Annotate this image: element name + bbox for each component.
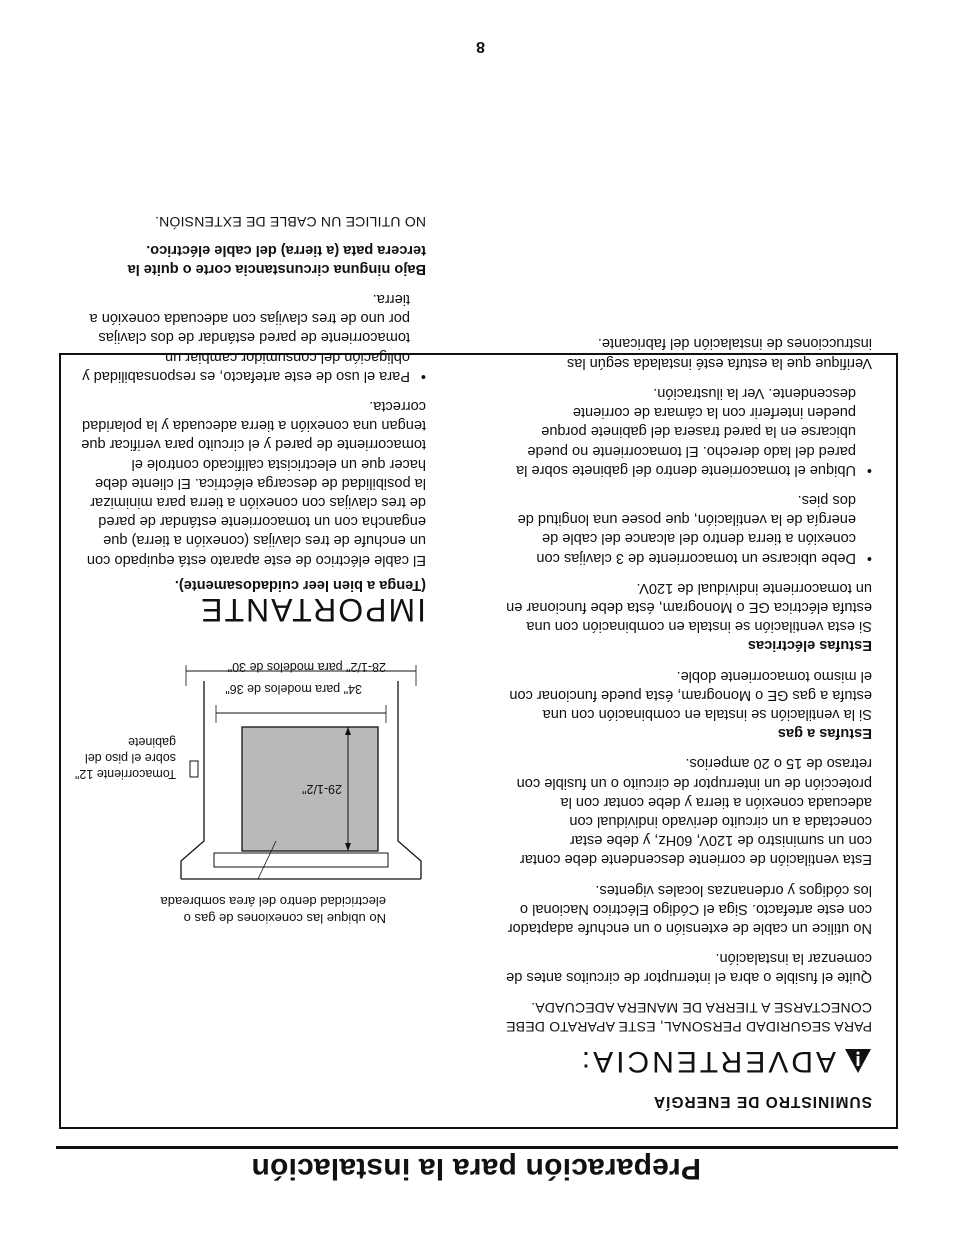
cabinet-diagram <box>74 627 426 927</box>
gas-heading: Estufas a gas <box>777 725 872 742</box>
supply-paragraph-2: No utilice un cable de extensión o un enchufe adaptador con este artefacto. Siga el Código Eléctrico Nacional o los códigos y ordenanzas locales vigentes. <box>507 881 872 936</box>
width-36-label: 34" para modelos de 36" <box>225 682 362 696</box>
title-rule <box>56 1146 898 1149</box>
supply-paragraph-3: Esta ventilación de corriente descendente debe contar con un suministro de 120V, 60Hz, y debe estar conectada a un circuito derivado individual con adecuada conexión a tierra y debe contar con la protección de un interruptor de circuito o un fusible con retraso de 15 o 20 amperios. <box>516 755 872 868</box>
supply-heading: SUMINISTRO DE ENERGÍA <box>652 1093 872 1110</box>
electric-text: Si esta ventilación se instala en combinación con una estufa eléctrica GE o Monogram, ésta debe funcionar en un tomacorriente individual de 120V. <box>506 579 872 635</box>
important-paragraph: El cable eléctrico de este aparato está equipado con un enchufe de tres clavijas (conexión a tierra) que engancha con un tomacorriente estándar de pared de tres clavijas con conexión a tierra para minimizar la posibilidad de descarga eléctrica. El cliente debe hacer que un electricista calificado controle el tomacorriente de pared y el circuito para verificar que tengan una conexión a tierra adecuada y la polaridad correcta. <box>81 397 426 568</box>
important-bullet: • Para el uso de este artefacto, es responsabilidad y obligación del consumidor cambiar un tomacorriente de pared estándar de dos clavijas por uno de tres clavijas con adecuada conexión a tierra. <box>81 289 426 385</box>
supply-bullet-1: • Debe ubicarse un tomacorriente de 3 clavijas con conexión a tierra dentro del alcance del cable de energía de la ventilación, que posee una longitud de dos pies. <box>502 490 872 567</box>
supply-bullet-2: • Ubique el tomacorriente dentro del gabinete sobre la pared del lado derecho. El tomacorriente no puede ubicarse en la pared trasera del gabinete porque pueden interferir con la cámara de corriente descendente. Ver la ilustración. <box>502 383 872 479</box>
electric-heading: Estufas eléctricas <box>747 637 872 654</box>
important-title: IMPORTANTE <box>199 592 426 628</box>
page-number: 8 <box>476 38 485 55</box>
gas-text: Si la ventilación se instala en combinación con una estufa a gas GE o Monogram, ésta puede funcionar con el mismo tomacorriente doble. <box>509 667 872 722</box>
height-label: 29-1/2" <box>302 782 342 796</box>
important-caps-note: NO UTILICE UN CABLE DE EXTENSIÓN. <box>154 214 426 231</box>
important-subtitle: (Tenga a bien leer cuidadosamente). <box>174 576 426 593</box>
diagram-note: No ubique las conexiones de gas o electricidad dentro del área sombreada <box>160 894 386 926</box>
supply-paragraph-4: Verifique que la estufa esté instalada según las instrucciones de instalación del fabricante. <box>566 335 872 371</box>
power-supply-section <box>502 322 872 1111</box>
warning-triangle-icon <box>844 1048 872 1074</box>
important-bold-note: Bajo ninguna circunstancia corte o quite la tercera pata (a tierra) del cable eléctrico. <box>127 241 426 277</box>
warning-heading <box>502 1044 872 1078</box>
important-section <box>74 201 426 927</box>
warning-text: PARA SEGURIDAD PERSONAL, ESTE APARATO DEBE CONECTARSE A TIERRA DE MANERA ADECUADA. <box>505 999 872 1035</box>
page-title: Preparación para la instalación <box>251 1152 701 1185</box>
outlet-marker <box>190 761 198 777</box>
width-30-label: 28-1/2" para modelos de 30" <box>227 660 386 674</box>
warning-label: ADVERTENCIA: <box>578 1044 836 1078</box>
outlet-label: Tomacorriente 12" sobre el piso del gabinete <box>74 735 176 781</box>
supply-paragraph-1: Quite el fusible o abra el interruptor de circuitos antes de comenzar la instalación. <box>506 950 872 986</box>
